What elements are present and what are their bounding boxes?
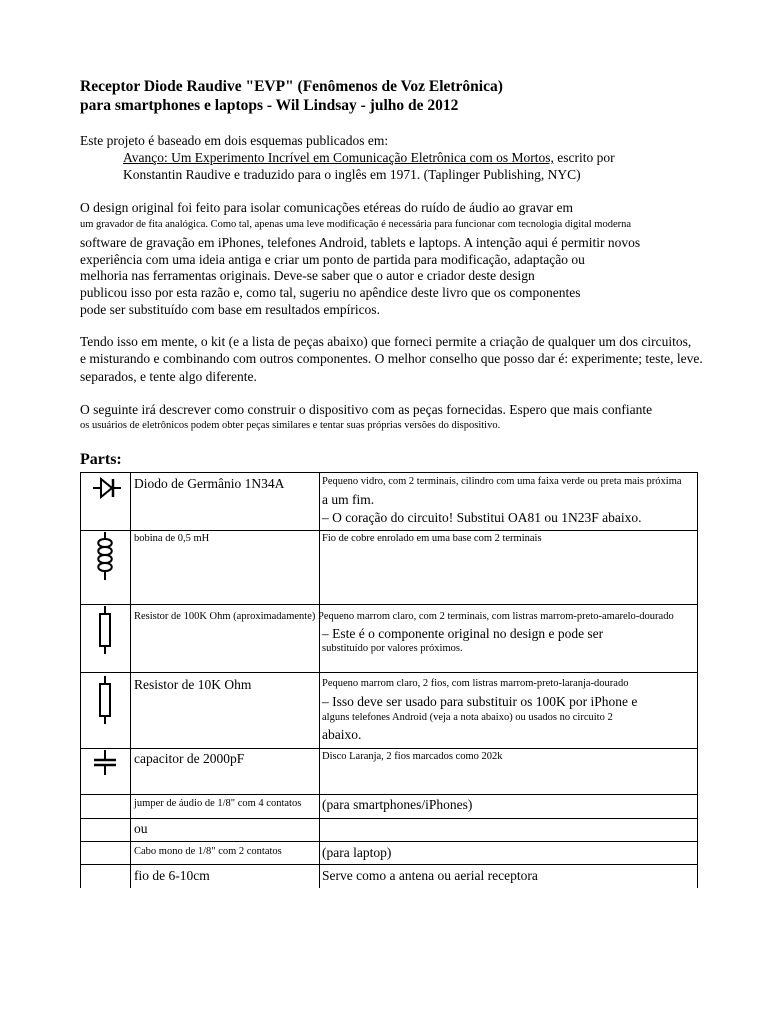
parts-heading: Parts: bbox=[80, 451, 122, 468]
para1-line: publicou isso por esta razão e, como tal, sugeriu no apêndice deste livro que os componentes bbox=[80, 285, 581, 300]
para1-line: pode ser substituído com base em resultados empíricos. bbox=[80, 302, 380, 317]
resistor-symbol-icon bbox=[98, 676, 112, 724]
part-description: a um fim. bbox=[322, 492, 375, 507]
para2-line: e misturando e combinando com outros componentes. O melhor conselho que posso dar é: experimente; teste, leve. bbox=[80, 351, 703, 366]
part-name: jumper de áudio de 1/8" com 4 contatos bbox=[134, 798, 302, 809]
para1-line: O design original foi feito para isolar comunicações etéreas do ruído de áudio ao gravar em bbox=[80, 200, 573, 215]
book-title: Avanço: Um Experimento Incrível em Comunicação Eletrônica com os Mortos, bbox=[123, 150, 554, 165]
intro-line-1: Este projeto é baseado em dois esquemas publicados em: bbox=[80, 133, 389, 148]
para1-line: experiência com uma ideia antiga e criar um ponto de partida para modificação, adaptação ou bbox=[80, 252, 585, 267]
capacitor-symbol-icon bbox=[92, 750, 118, 776]
part-name: bobina de 0,5 mH bbox=[134, 533, 210, 544]
para2-line: separados, e tente algo diferente. bbox=[80, 369, 257, 384]
part-description: Disco Laranja, 2 fios marcados como 202k bbox=[322, 751, 503, 762]
part-name: Diodo de Germânio 1N34A bbox=[134, 476, 285, 491]
part-description: Pequeno marrom claro, com 2 terminais, com listras marrom-preto-amarelo-dourado bbox=[318, 611, 674, 622]
para3-line: os usuários de eletrônicos podem obter peças similares e tentar suas próprias versões do dispositivo. bbox=[80, 420, 501, 431]
para3-line: O seguinte irá descrever como construir o dispositivo com as peças fornecidas. Espero que mais confiante bbox=[80, 402, 653, 417]
part-name: ou bbox=[134, 821, 148, 836]
part-description: (para laptop) bbox=[322, 845, 392, 860]
title-line-2: para smartphones e laptops - Wil Lindsay - julho de 2012 bbox=[80, 97, 459, 114]
coil-symbol-icon bbox=[94, 532, 116, 582]
part-description: alguns telefones Android (veja a nota abaixo) ou usados no circuito 2 bbox=[322, 712, 613, 723]
part-description: Serve como a antena ou aerial receptora bbox=[322, 868, 538, 883]
part-description: substituído por valores próximos. bbox=[322, 643, 463, 654]
para1-line: software de gravação em iPhones, telefones Android, tablets e laptops. A intenção aqui é permitir novos bbox=[80, 235, 641, 250]
para1-line: um gravador de fita analógica. Como tal, apenas uma leve modificação é necessária para funcionar com tecnologia digital moderna bbox=[80, 219, 632, 230]
part-description: Pequeno vidro, com 2 terminais, cilindro com uma faixa verde ou preta mais próxima bbox=[322, 476, 682, 487]
part-description: – Este é o componente original no design e pode ser bbox=[322, 626, 604, 641]
part-description: (para smartphones/iPhones) bbox=[322, 797, 473, 812]
part-description: Fio de cobre enrolado em uma base com 2 terminais bbox=[322, 533, 542, 544]
title-line-1: Receptor Diode Raudive "EVP" (Fenômenos de Voz Eletrônica) bbox=[80, 78, 503, 95]
resistor-symbol-icon bbox=[98, 606, 112, 654]
part-name: Cabo mono de 1/8" com 2 contatos bbox=[134, 846, 282, 857]
book-title-suffix: escrito por bbox=[553, 150, 615, 165]
para2-line: Tendo isso em mente, o kit (e a lista de peças abaixo) que forneci permite a criação de qualquer um dos circuitos, bbox=[80, 334, 692, 349]
part-name: fio de 6-10cm bbox=[134, 868, 210, 883]
part-description: abaixo. bbox=[322, 727, 362, 742]
part-name: capacitor de 2000pF bbox=[134, 751, 245, 766]
part-name: Resistor de 10K Ohm bbox=[134, 677, 252, 692]
para1-line: melhoria nas ferramentas originais. Deve-se saber que o autor e criador deste design bbox=[80, 268, 535, 283]
part-description: – Isso deve ser usado para substituir os 100K por iPhone e bbox=[322, 694, 638, 709]
intro-line-3: Konstantin Raudive e traduzido para o inglês em 1971. (Taplinger Publishing, NYC) bbox=[123, 167, 581, 182]
part-description: – O coração do circuito! Substitui OA81 ou 1N23F abaixo. bbox=[322, 510, 642, 525]
intro-line-2 bbox=[123, 150, 615, 166]
part-description: Pequeno marrom claro, 2 fios, com listras marrom-preto-laranja-dourado bbox=[322, 678, 629, 689]
diode-symbol-icon bbox=[92, 476, 122, 500]
document-title bbox=[80, 77, 503, 115]
part-name: Resistor de 100K Ohm (aproximadamente) bbox=[134, 611, 316, 622]
